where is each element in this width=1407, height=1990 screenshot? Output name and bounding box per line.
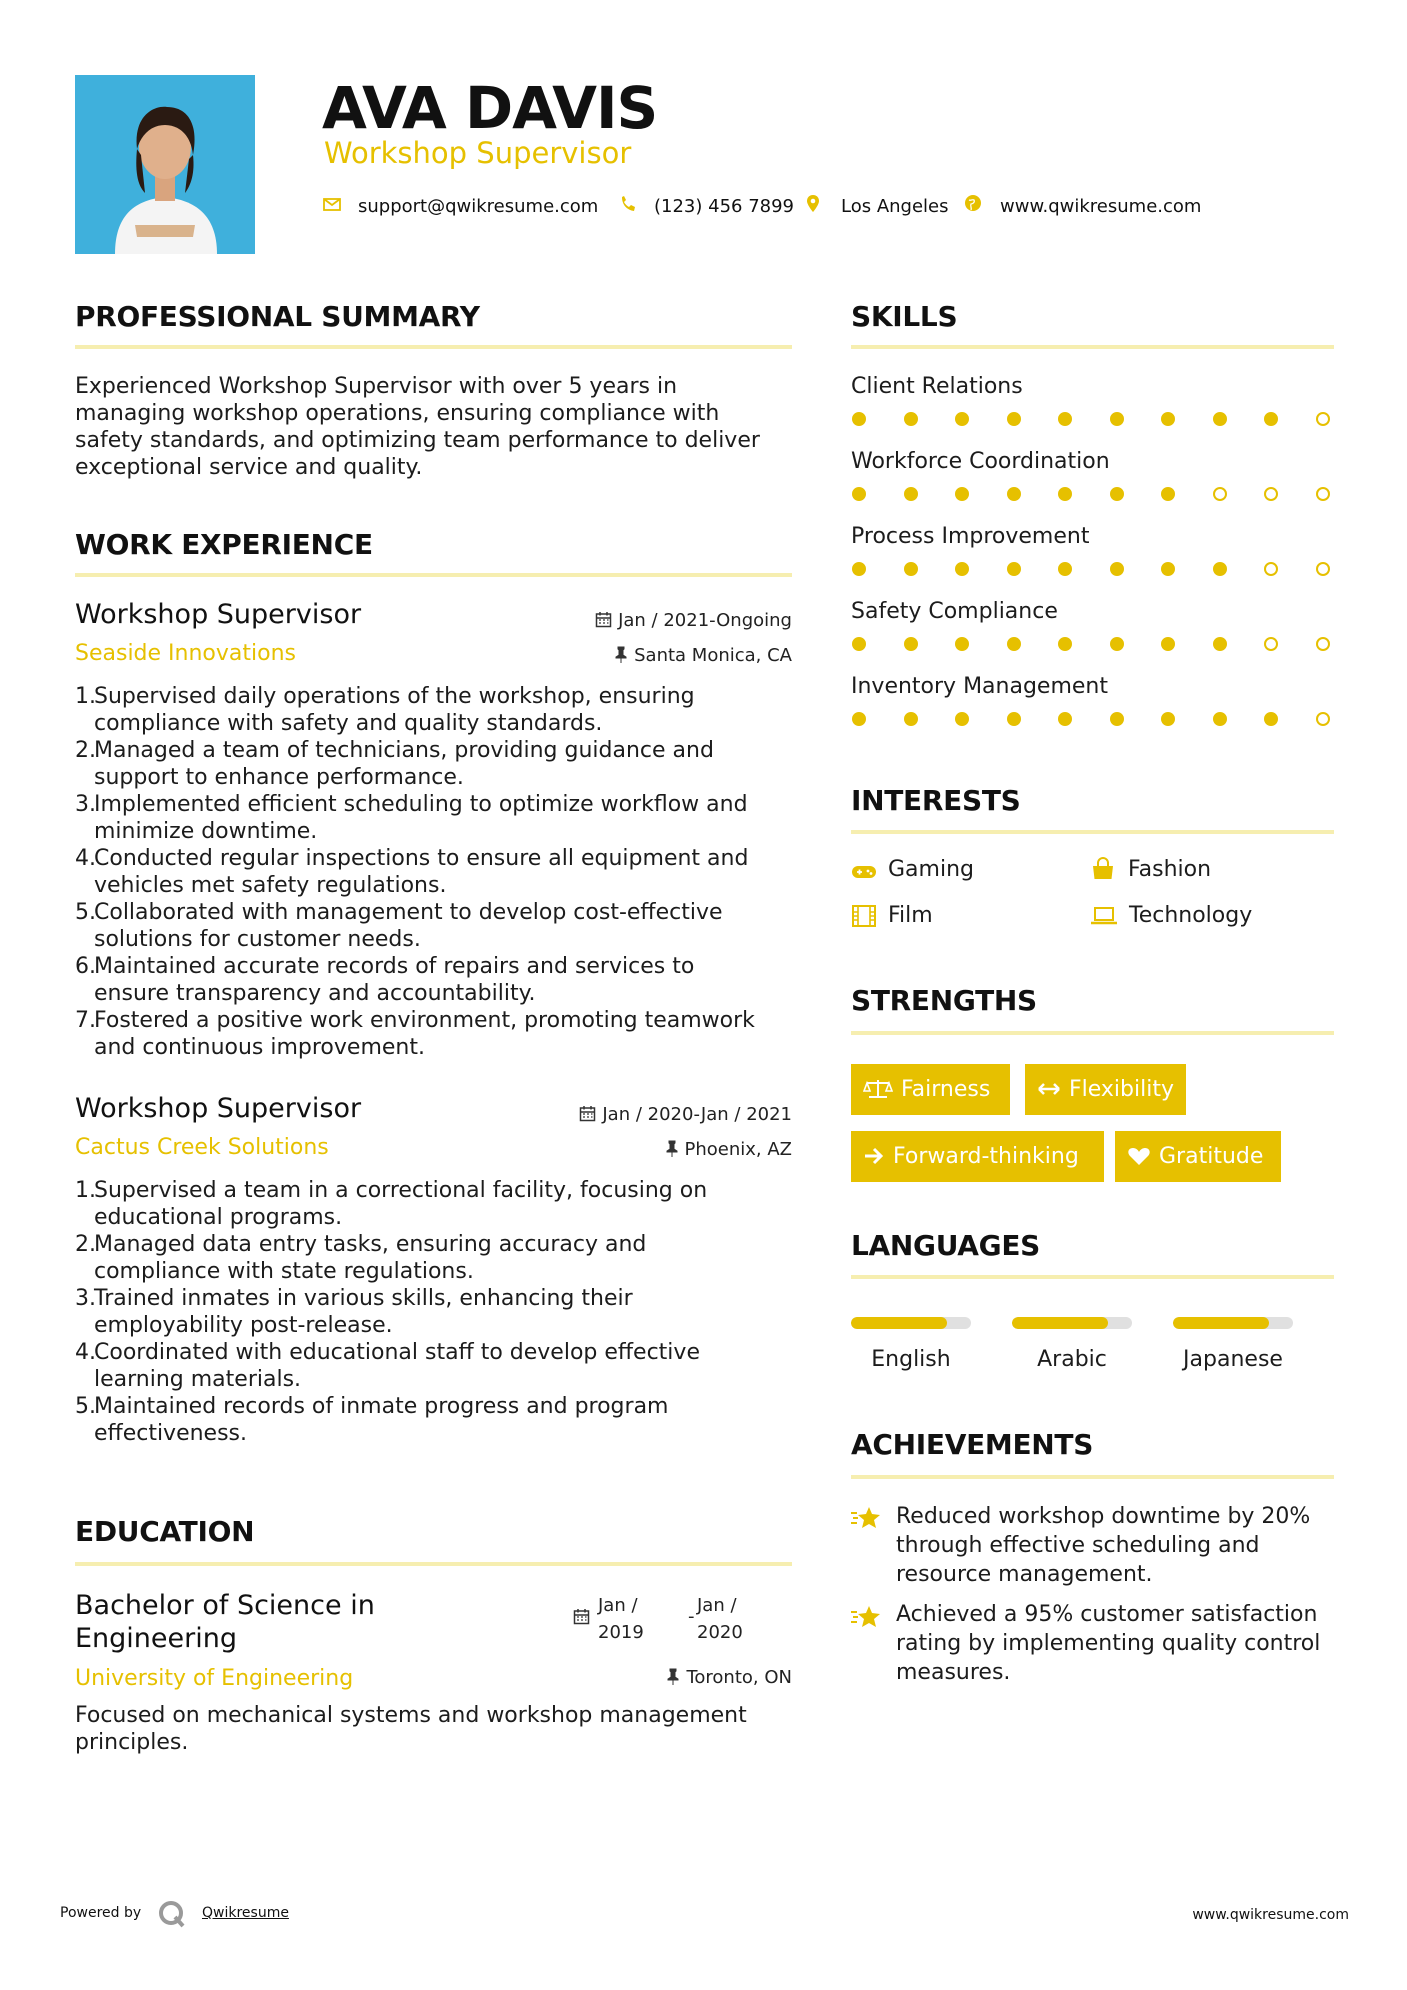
skill-rating-dot (1058, 412, 1072, 426)
candidate-title: Workshop Supervisor (324, 136, 632, 170)
skill-rating-dot (1058, 637, 1072, 651)
skill-rating-dot (1007, 562, 1021, 576)
skill-rating-dot (904, 487, 918, 501)
skill-rating-dot (1058, 712, 1072, 726)
language-level-bar (1012, 1317, 1132, 1329)
interest-item: Fashion (1128, 857, 1212, 882)
skill-rating-dot (1007, 637, 1021, 651)
date-separator: - (688, 1606, 695, 1627)
education-description: Focused on mechanical systems and workshop management principles. (75, 1703, 747, 1755)
skill-rating-dot (1316, 562, 1330, 576)
language-level-fill (1012, 1317, 1108, 1329)
calendar-icon (595, 611, 612, 628)
skill-rating-dot (1007, 487, 1021, 501)
interests-divider (851, 830, 1334, 834)
skill-rating-dot (852, 712, 866, 726)
skill-rating-dot (1316, 637, 1330, 651)
skill-name: Workforce Coordination (851, 449, 1110, 474)
company-name: Seaside Innovations (75, 641, 296, 666)
skill-rating-dot (1316, 712, 1330, 726)
strength-tag: Forward-thinking (851, 1131, 1104, 1182)
skill-name: Inventory Management (851, 674, 1108, 699)
calendar-icon (579, 1105, 596, 1122)
skill-rating-dot (1161, 562, 1175, 576)
skill-rating-dot (1161, 637, 1175, 651)
list-item: 3. Implemented efficient scheduling to optimize workflow and minimize downtime. (75, 792, 748, 844)
interest-item: Gaming (888, 857, 974, 882)
pin-icon (614, 646, 628, 663)
film-icon (851, 903, 877, 929)
email-icon (322, 193, 342, 215)
language-level-fill (1173, 1317, 1269, 1329)
skill-rating-dot (1110, 562, 1124, 576)
summary-heading: PROFESSIONAL SUMMARY (75, 300, 480, 333)
skill-rating-dot (1264, 637, 1278, 651)
skill-rating-dot (1264, 562, 1278, 576)
language-level-fill (851, 1317, 947, 1329)
skill-rating-dot (904, 412, 918, 426)
calendar-icon (573, 1608, 590, 1625)
summary-text: Experienced Workshop Supervisor with over 5 years in managing workshop operations, ensuring compliance with safety standards, and optimizing team performance to deliver exceptional service and quality. (75, 374, 760, 480)
summary-divider (75, 345, 792, 349)
skill-name: Process Improvement (851, 524, 1090, 549)
skills-list (851, 374, 1334, 746)
job-dates: Jan / 2021-Ongoing (595, 610, 792, 631)
skill-rating-dot (955, 487, 969, 501)
location-text: Los Angeles (841, 196, 949, 217)
education-divider (75, 1562, 792, 1566)
skills-heading: SKILLS (851, 300, 958, 333)
list-item: 5. Maintained records of inmate progress and program effectiveness. (75, 1394, 669, 1446)
phone-icon (618, 193, 638, 215)
skill-rating-dot (1264, 412, 1278, 426)
skill-rating-dot (1264, 712, 1278, 726)
language-name: Japanese (1183, 1347, 1283, 1372)
job-location: Phoenix, AZ (665, 1139, 793, 1160)
list-item: 2. Managed data entry tasks, ensuring accuracy and compliance with state regulations. (75, 1232, 647, 1284)
qwikresume-link[interactable]: Qwikresume (202, 1905, 289, 1921)
experience-divider (75, 573, 792, 577)
skill-name: Safety Compliance (851, 599, 1058, 624)
heart-icon (1127, 1145, 1151, 1167)
skill-rating-dot (1316, 412, 1330, 426)
skill-rating-dot (1213, 487, 1227, 501)
skill-rating-dot (1007, 412, 1021, 426)
skill-rating-dot (1213, 562, 1227, 576)
language-name: Arabic (1037, 1347, 1107, 1372)
skill-rating-dot (1058, 487, 1072, 501)
qwikresume-logo-icon (157, 1899, 187, 1929)
skill-rating-dot (1110, 712, 1124, 726)
list-item: 3. Trained inmates in various skills, enhancing their employability post-release. (75, 1286, 633, 1338)
skills-divider (851, 345, 1334, 349)
language-level-bar (1173, 1317, 1293, 1329)
phone-number[interactable]: (123) 456 7899 (654, 196, 795, 217)
skill-rating-dot (1316, 487, 1330, 501)
laptop-icon (1090, 903, 1118, 929)
achievement-item: Achieved a 95% customer satisfaction rating by implementing quality control measures. (896, 1602, 1321, 1685)
skill-rating-dot (852, 487, 866, 501)
skill-rating-dot (1161, 412, 1175, 426)
globe-icon (963, 193, 983, 215)
job-title: Workshop Supervisor (75, 1093, 362, 1124)
edu-start-date: Jan / 2019 (598, 1595, 644, 1643)
skill-rating-dot (904, 637, 918, 651)
edu-end-date: Jan / 2020 (697, 1595, 743, 1643)
email-link[interactable]: support@qwikresume.com (358, 196, 599, 217)
skill-rating-dot (1110, 637, 1124, 651)
job-responsibilities (75, 1177, 800, 1447)
list-item: 4. Coordinated with educational staff to develop effective learning materials. (75, 1340, 700, 1392)
list-item: 7. Fostered a positive work environment, promoting teamwork and continuous improvement. (75, 1008, 755, 1060)
balance-scale-icon (863, 1078, 893, 1100)
skill-rating-dot (852, 562, 866, 576)
achievements-heading: ACHIEVEMENTS (851, 1428, 1094, 1461)
languages-divider (851, 1275, 1334, 1279)
skill-rating-dot (904, 562, 918, 576)
skill-rating-dot (852, 412, 866, 426)
skill-rating-dot (1161, 487, 1175, 501)
interest-item: Film (888, 903, 933, 928)
skill-rating-dot (955, 412, 969, 426)
strengths-heading: STRENGTHS (851, 984, 1037, 1017)
skill-rating-dot (1058, 562, 1072, 576)
education-heading: EDUCATION (75, 1515, 255, 1548)
list-item: 2. Managed a team of technicians, providing guidance and support to enhance performance. (75, 738, 714, 790)
list-item: 5. Collaborated with management to develop cost-effective solutions for customer needs. (75, 900, 723, 952)
skill-rating-dot (955, 637, 969, 651)
interest-item: Technology (1129, 903, 1253, 928)
achievements-divider (851, 1475, 1334, 1479)
skill-rating-dot (1110, 487, 1124, 501)
skill-rating-dot (904, 712, 918, 726)
job-dates: Jan / 2020-Jan / 2021 (579, 1104, 792, 1125)
location-pin-icon (803, 193, 823, 215)
star-trophy-icon (849, 1603, 883, 1631)
school-location: Toronto, ON (666, 1667, 792, 1688)
skill-rating-dot (1161, 712, 1175, 726)
list-item: 1. Supervised daily operations of the workshop, ensuring compliance with safety and quality standards. (75, 684, 695, 736)
language-level-bar (851, 1317, 971, 1329)
skill-rating-dot (1213, 412, 1227, 426)
list-item: 4. Conducted regular inspections to ensure all equipment and vehicles met safety regulations. (75, 846, 749, 898)
skill-rating-dot (1213, 712, 1227, 726)
star-trophy-icon (849, 1504, 883, 1532)
job-location: Santa Monica, CA (614, 645, 792, 666)
school-name: University of Engineering (75, 1666, 354, 1691)
language-name: English (871, 1347, 951, 1372)
pin-icon (665, 1140, 679, 1157)
arrow-right-icon (863, 1145, 885, 1167)
experience-heading: WORK EXPERIENCE (75, 528, 373, 561)
strength-tag: Flexibility (1025, 1064, 1186, 1115)
strengths-divider (851, 1031, 1334, 1035)
list-item: 6. Maintained accurate records of repairs and services to ensure transparency and accountability. (75, 954, 695, 1006)
degree-title: Bachelor of Science in Engineering (75, 1590, 375, 1654)
skill-rating-dot (955, 562, 969, 576)
strength-tag: Fairness (851, 1064, 1010, 1115)
skill-rating-dot (1213, 637, 1227, 651)
achievement-item: Reduced workshop downtime by 20% through effective scheduling and resource management. (896, 1504, 1311, 1587)
pin-icon (666, 1668, 680, 1685)
website-link[interactable]: www.qwikresume.com (1000, 196, 1202, 217)
skill-rating-dot (1110, 412, 1124, 426)
strength-tag: Gratitude (1115, 1131, 1281, 1182)
powered-by-label: Powered by (60, 1905, 142, 1921)
shopping-bag-icon (1090, 856, 1116, 882)
company-name: Cactus Creek Solutions (75, 1135, 329, 1160)
candidate-name: AVA DAVIS (322, 74, 658, 142)
skill-rating-dot (852, 637, 866, 651)
gamepad-icon (851, 859, 877, 885)
languages-heading: LANGUAGES (851, 1229, 1041, 1262)
job-title: Workshop Supervisor (75, 599, 362, 630)
interests-heading: INTERESTS (851, 784, 1021, 817)
skill-rating-dot (1007, 712, 1021, 726)
profile-photo (75, 75, 255, 254)
skill-rating-dot (1264, 487, 1278, 501)
skill-rating-dot (955, 712, 969, 726)
list-item: 1. Supervised a team in a correctional facility, focusing on educational programs. (75, 1178, 708, 1230)
job-responsibilities (75, 683, 800, 1061)
footer-website[interactable]: www.qwikresume.com (1192, 1907, 1349, 1923)
arrows-horizontal-icon (1037, 1078, 1061, 1100)
skill-name: Client Relations (851, 374, 1023, 399)
